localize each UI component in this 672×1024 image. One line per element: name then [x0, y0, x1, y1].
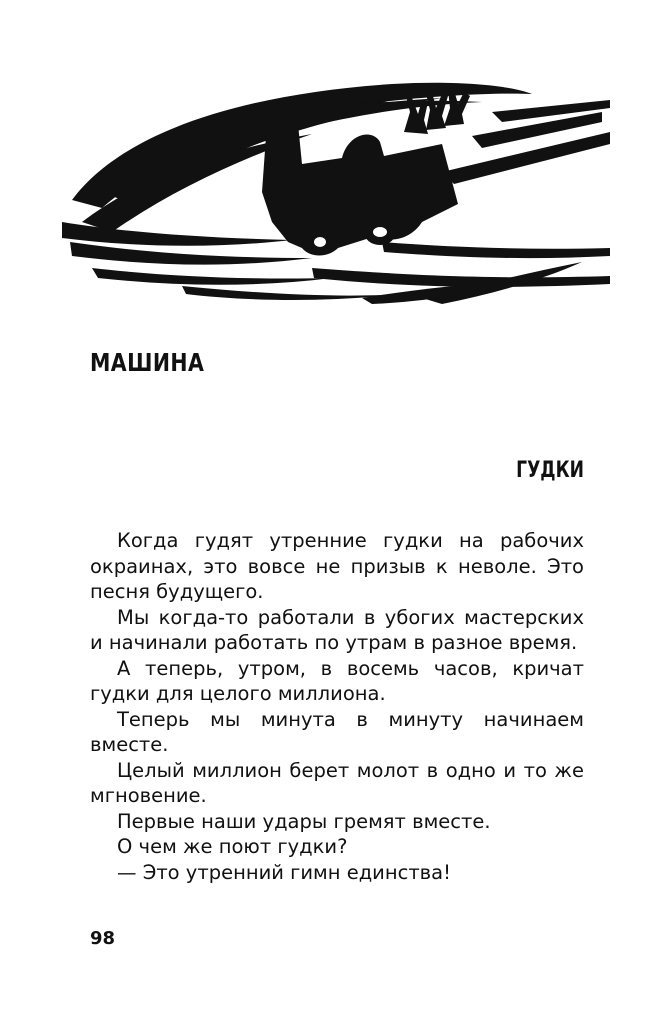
paragraph: О чем же поют гудки?: [117, 835, 348, 858]
paragraph: Когда гудят утренние гудки на рабочих окраинах, это вовсе не призыв к неволе. Это песня будущего.: [90, 529, 584, 603]
paragraph: Мы когда-то работали в убогих мастерских и начинали работать по утрам в разное время.: [90, 605, 584, 654]
body-text: [90, 528, 584, 885]
page-number: 98: [90, 928, 116, 949]
paragraph: А теперь, утром, в восемь часов, кричат гудки для целого миллиона.: [90, 656, 584, 705]
paragraph: — Это утренний гимн единства!: [117, 860, 451, 884]
locomotive-illustration: [62, 72, 610, 304]
paragraph: Целый миллион берет молот в одно и то же мгновение.: [90, 758, 584, 807]
paragraph: Первые наши удары гремят вместе.: [117, 809, 491, 833]
chapter-title: МАШИНА: [90, 348, 205, 377]
section-title: ГУДКИ: [516, 458, 584, 483]
paragraph: Теперь мы минута в минуту начинаем вместе.: [90, 707, 584, 756]
